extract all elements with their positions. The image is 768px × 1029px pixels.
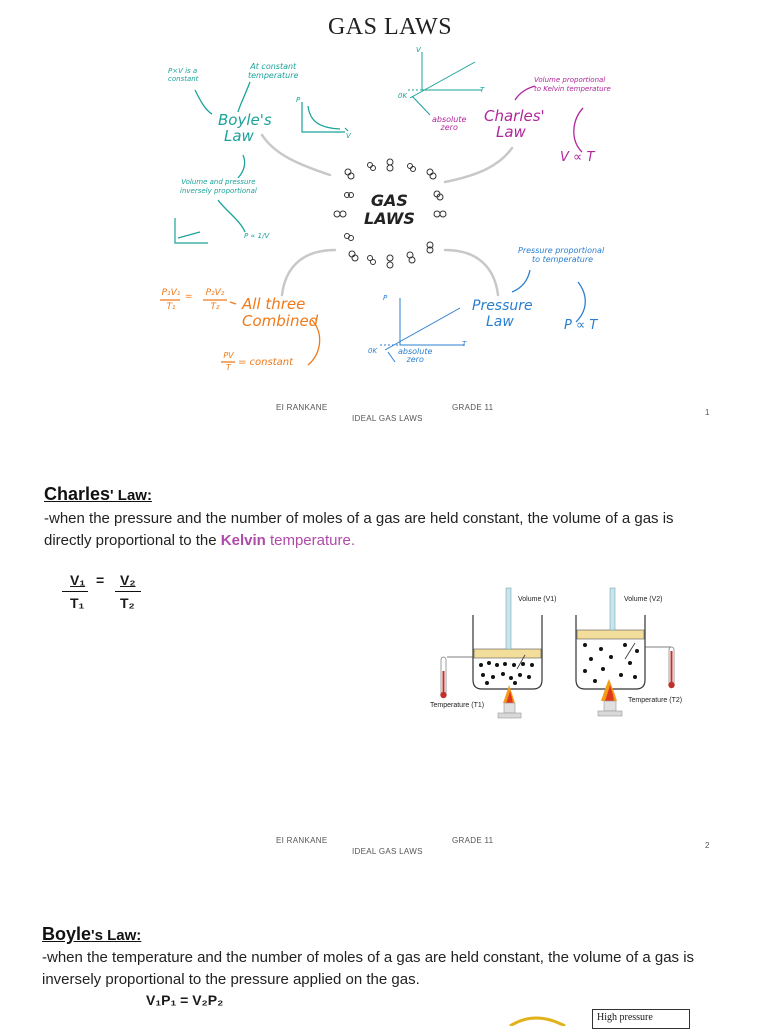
pressure-formula: P ∝ T <box>564 318 598 333</box>
boyle-inverse-1: Volume and pressure <box>181 178 256 186</box>
charles-name-2: Law <box>496 123 526 141</box>
center-line-2: LAWS <box>364 209 415 228</box>
charles-axis-v: V <box>416 46 421 54</box>
page-title: GAS LAWS <box>327 14 453 40</box>
charles-eq-v2: V₂ <box>120 572 136 588</box>
thermometer-2 <box>645 647 675 688</box>
charles-note <box>534 76 611 94</box>
combined-name-1: All three <box>242 295 306 313</box>
combined-right-den: T₂ <box>210 302 220 312</box>
pressure-abs-zero-1: absolute <box>398 347 433 356</box>
mindmap-center <box>364 192 415 228</box>
boyle-at-const-2: temperature <box>248 71 299 80</box>
boyle-name-1: Boyle's <box>218 111 272 129</box>
volume-v1-label: Volume (V1) <box>518 596 557 603</box>
thermometer-1 <box>440 657 473 698</box>
charles-eq-v1: V₁ <box>70 572 86 588</box>
combined-right-num: P₂V₂ <box>205 288 225 298</box>
connector-pressure <box>445 250 498 295</box>
combined-const-den: T <box>226 363 231 372</box>
charles-name-1: Charles' <box>484 107 545 125</box>
charles-abs-zero-2: zero <box>440 123 458 132</box>
pressure-note-2: to temperature <box>532 255 594 264</box>
charles-text-line-2 <box>44 530 764 552</box>
burner-2 <box>598 679 622 716</box>
combined-left-num: P₁V₁ <box>161 288 181 298</box>
charles-zero-k: 0K <box>398 92 408 100</box>
boyle-axis-p: P <box>296 96 301 104</box>
boyle-law-definition <box>42 947 766 991</box>
footer-page-number-2: 2 <box>705 841 710 850</box>
charles-heading-main: Charles <box>44 484 111 504</box>
charles-text-prefix: directly proportional to the <box>44 532 221 549</box>
charles-eq-divider-2 <box>115 591 141 592</box>
connector-combined <box>282 250 335 295</box>
boyle-pv-note <box>168 67 198 83</box>
charles-note-1: Volume proportional <box>534 76 606 84</box>
volume-v2-label: Volume (V2) <box>624 596 663 603</box>
charles-graph <box>408 52 485 115</box>
boyle-inverse-2: inversely proportional <box>180 187 257 195</box>
pressure-name-1: Pressure <box>472 298 533 314</box>
connector-boyle <box>262 135 330 175</box>
charles-eq-t1: T₁ <box>70 595 85 611</box>
pressure-abs-zero-2: zero <box>406 355 424 364</box>
boyle-constant-temp-note <box>248 62 298 80</box>
footer-course-2: IDEAL GAS LAWS <box>352 847 423 856</box>
pressure-absolute-zero <box>398 348 432 364</box>
piston-1 <box>474 649 541 658</box>
gas-molecules-2 <box>583 643 639 683</box>
footer-grade: GRADE 11 <box>452 403 494 412</box>
boyle-apparatus-top <box>505 1006 595 1026</box>
charles-abs-zero-1: absolute <box>432 115 467 124</box>
charles-heading-suffix: ' Law: <box>110 487 152 504</box>
boyle-pv-note-1: P×V is a <box>168 67 198 75</box>
connector-charles <box>445 148 512 182</box>
charles-law-definition <box>44 508 764 552</box>
charles-eq-divider-1 <box>62 591 88 592</box>
combined-law-label <box>242 296 318 330</box>
charles-axis-t: T <box>480 86 485 94</box>
boyle-law-heading <box>42 924 141 945</box>
combined-equals: = <box>185 292 193 302</box>
boyle-axis-v: V <box>346 132 351 140</box>
center-line-1: GAS <box>370 191 408 210</box>
footer-author-2: EI RANKANE <box>276 836 328 845</box>
boyle-pv-note-2: constant <box>168 75 199 83</box>
boyle-at-const-1: At constant <box>250 62 297 71</box>
combined-left-den: T₁ <box>166 302 176 312</box>
footer-grade-2: GRADE 11 <box>452 836 494 845</box>
combined-const-text: = constant <box>238 357 294 368</box>
pressure-law-label <box>472 298 533 330</box>
boyle-inverse-note <box>180 178 257 196</box>
temperature-t2-label: Temperature (T2) <box>628 697 683 704</box>
boyle-text-line-1: -when the temperature and the number of moles of a gas are held constant, the volume of a gas is <box>42 949 695 966</box>
pressure-name-2: Law <box>486 314 514 330</box>
kelvin-highlight: Kelvin <box>220 532 266 549</box>
temperature-highlight: temperature. <box>265 532 355 549</box>
boyle-graph <box>302 102 348 132</box>
charles-law-label <box>484 108 545 140</box>
boyle-formula: P ∝ 1/V <box>244 232 270 240</box>
temperature-t1-label: Temperature (T1) <box>430 702 485 709</box>
boyle-heading-main: Boyle <box>42 924 92 944</box>
charles-formula: V ∝ T <box>560 150 595 165</box>
charles-eq-equals: = <box>96 572 105 588</box>
footer-page-number: 1 <box>705 408 710 417</box>
high-pressure-label: High pressure <box>592 1009 690 1029</box>
charles-eq-t2: T₂ <box>120 595 135 611</box>
combined-name-2: Combined <box>242 312 319 330</box>
charles-law-heading <box>44 484 152 505</box>
boyle-equation: V₁P₁ = V₂P₂ <box>146 992 224 1008</box>
charles-note-2: to Kelvin temperature <box>534 85 611 93</box>
combined-const-fraction <box>221 350 236 374</box>
gas-molecules-1 <box>479 661 534 685</box>
pressure-axis-t: T <box>462 340 467 348</box>
combined-fraction-right <box>202 286 228 314</box>
combined-fraction-left <box>160 286 182 314</box>
burner-1 <box>498 685 521 718</box>
combined-const-num: PV <box>223 351 234 360</box>
pressure-note-1: Pressure proportional <box>518 246 605 255</box>
boyle-graph-small <box>175 218 208 243</box>
pressure-zero-k: 0K <box>368 347 378 355</box>
charles-absolute-zero <box>432 116 466 132</box>
boyle-text-line-2: inversely proportional to the pressure applied on the gas. <box>42 971 420 988</box>
piston-2 <box>577 630 644 639</box>
boyle-law-label <box>218 112 272 144</box>
piston-rod-1 <box>506 588 511 649</box>
charles-text-line-1: -when the pressure and the number of moles of a gas are held constant, the volume of a gas is <box>44 510 674 527</box>
pressure-note <box>518 246 604 264</box>
boyle-heading-suffix: 's Law: <box>91 927 142 944</box>
footer-course: IDEAL GAS LAWS <box>352 414 423 423</box>
pressure-axis-p: P <box>383 294 388 302</box>
piston-rod-2 <box>610 588 615 630</box>
footer-author: EI RANKANE <box>276 403 328 412</box>
boyle-name-2: Law <box>224 127 254 145</box>
